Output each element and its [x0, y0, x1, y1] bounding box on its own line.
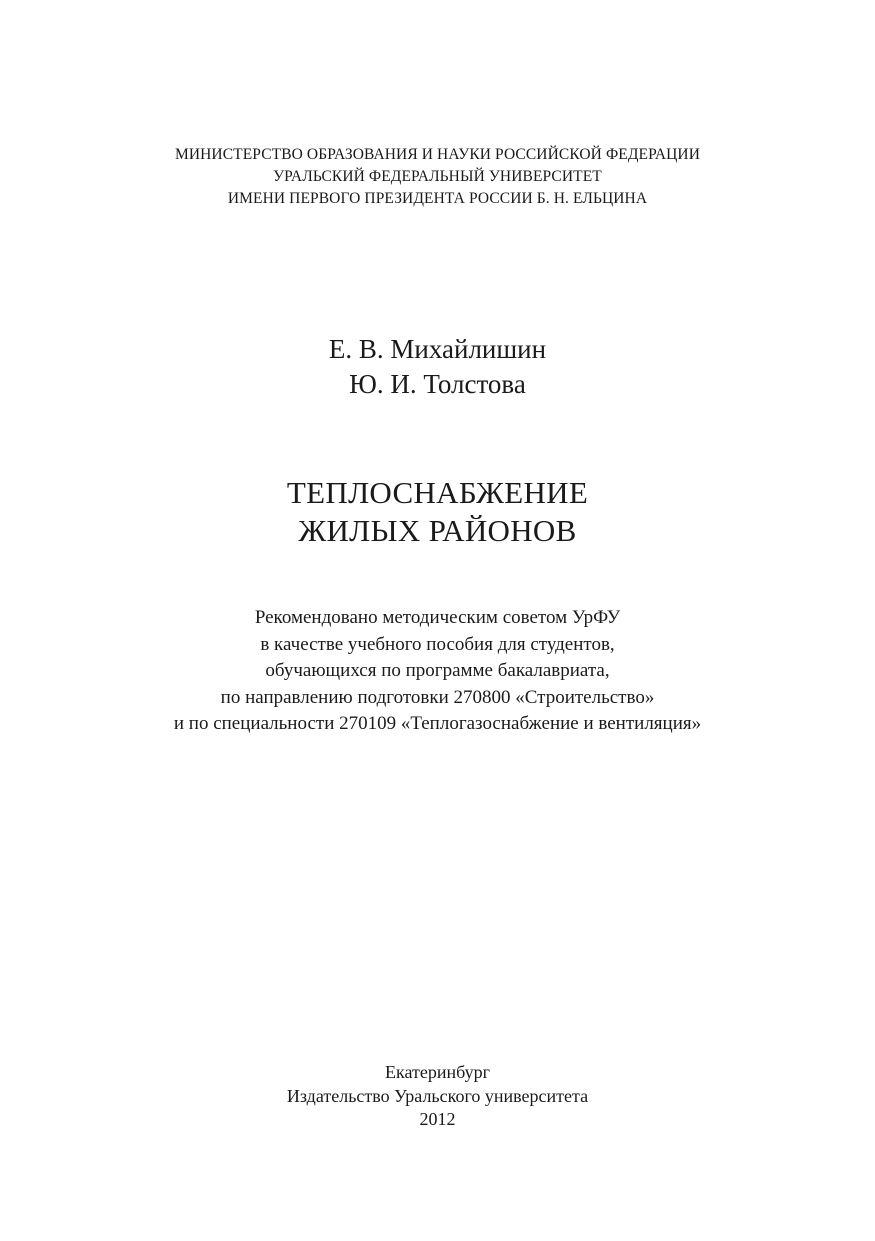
imprint-publisher: Издательство Уральского университета [286, 1085, 589, 1106]
university-name-line: ИМЕНИ ПЕРВОГО ПРЕЗИДЕНТА РОССИИ Б. Н. ЕЛЬЦИНА [227, 190, 648, 207]
recommendation-line: по направлению подготовки 270800 «Строительство» [220, 686, 655, 708]
ministry-line: МИНИСТЕРСТВО ОБРАЗОВАНИЯ И НАУКИ РОССИЙСКОЙ ФЕДЕРАЦИИ [174, 146, 701, 163]
author-name: Е. В. Михайлишин [328, 334, 547, 364]
imprint [0, 1061, 875, 1132]
book-title-line: ТЕПЛОСНАБЖЕНИЕ [286, 475, 589, 510]
imprint-city: Екатеринбург [385, 1062, 490, 1082]
recommendation-line: Рекомендовано методическим советом УрФУ [254, 607, 621, 628]
recommendation-line: обучающихся по программе бакалавриата, [265, 660, 610, 681]
university-line: УРАЛЬСКИЙ ФЕДЕРАЛЬНЫЙ УНИВЕРСИТЕТ [273, 168, 602, 185]
authors [0, 332, 875, 402]
recommendation-note [0, 605, 875, 738]
recommendation-line: в качестве учебного пособия для студентов, [260, 633, 615, 655]
author-name: Ю. И. Толстова [349, 369, 526, 399]
recommendation-line: и по специальности 270109 «Теплогазоснабжение и вентиляция» [173, 713, 702, 734]
book-title-line: ЖИЛЫХ РАЙОНОВ [298, 513, 577, 548]
institution-header [0, 144, 875, 210]
imprint-year: 2012 [419, 1109, 456, 1129]
book-title [0, 474, 875, 550]
